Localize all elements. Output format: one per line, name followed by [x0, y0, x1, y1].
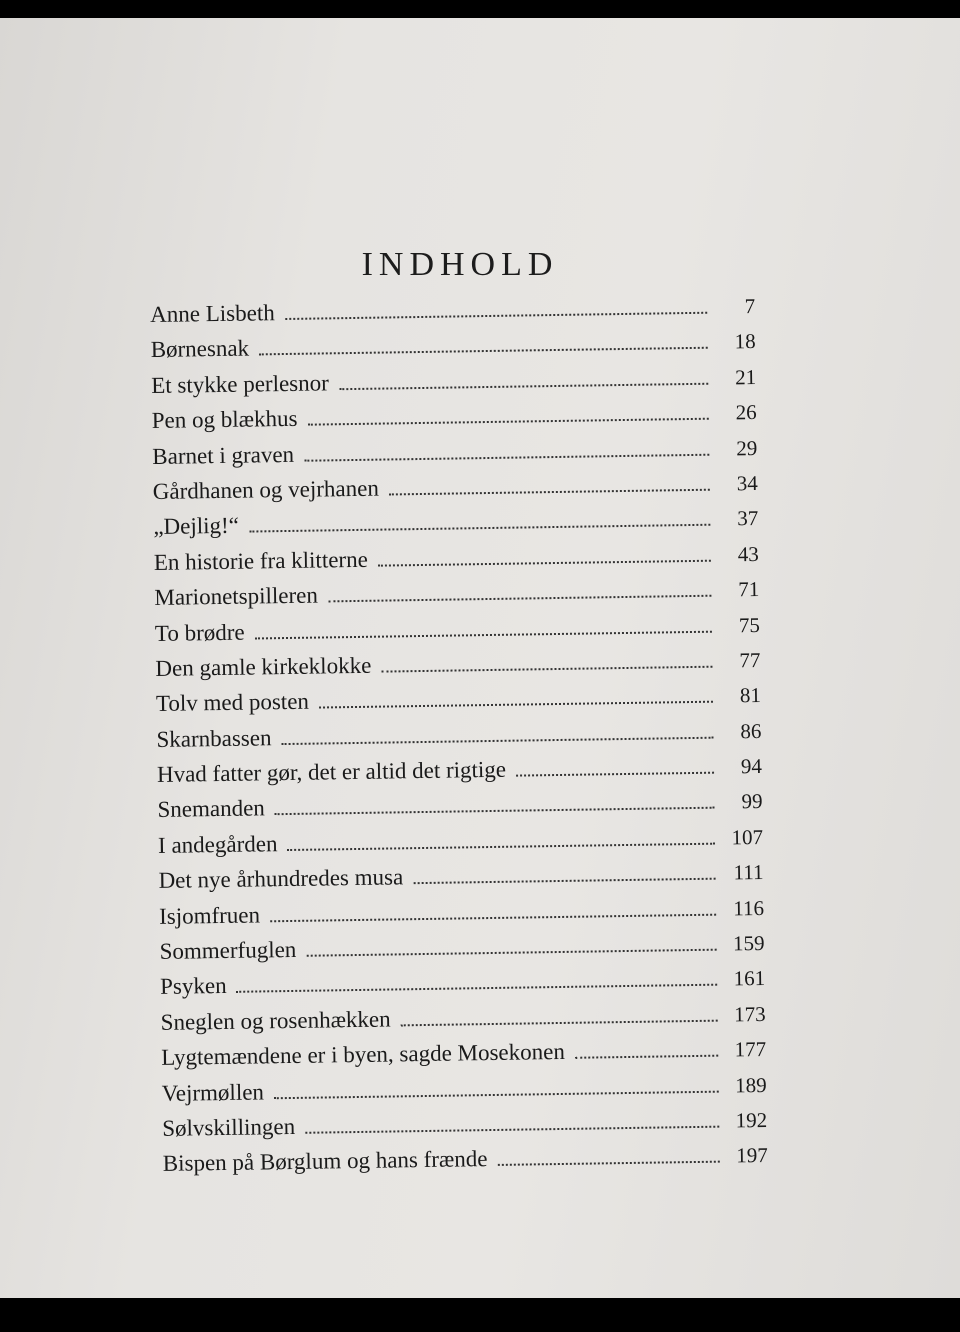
entry-page-number: 77: [739, 647, 761, 673]
dot-leader: [274, 1090, 719, 1099]
dot-leader: [516, 772, 714, 777]
entry-page-number: 26: [735, 400, 757, 425]
entry-page-number: 43: [737, 541, 759, 567]
entry-title: Psyken: [159, 973, 227, 1000]
entry-title: Skarnbassen: [156, 724, 272, 752]
entry-title: Snemanden: [157, 795, 266, 823]
entry-title: Sommerfuglen: [159, 936, 297, 964]
dot-leader: [304, 453, 709, 461]
entry-page-number: 7: [744, 294, 756, 319]
entry-title: Sneglen og rosenhækken: [160, 1006, 391, 1035]
entry-title: Børnesnak: [150, 335, 250, 363]
dot-leader: [288, 843, 716, 851]
entry-title: Barnet i graven: [152, 441, 295, 469]
entry-title: To brødre: [154, 619, 245, 646]
dot-leader: [255, 630, 712, 639]
entry-page-number: 177: [734, 1037, 767, 1062]
entry-page-number: 192: [735, 1107, 768, 1133]
entry-page-number: 107: [731, 824, 764, 850]
dot-leader: [308, 418, 709, 426]
entry-page-number: 86: [740, 718, 762, 743]
entry-page-number: 18: [734, 329, 756, 354]
entry-title: „Dejlig!“: [153, 513, 240, 540]
dot-leader: [328, 595, 711, 603]
entry-page-number: 99: [741, 789, 763, 814]
entry-title: Bispen på Børglum og hans frænde: [162, 1146, 488, 1177]
dot-leader: [249, 524, 710, 533]
entry-title: Gårdhanen og vejrhanen: [152, 475, 380, 504]
dot-leader: [306, 949, 716, 957]
entry-page-number: 116: [733, 895, 765, 921]
dot-leader: [389, 489, 710, 496]
toc-entry: [163, 1142, 768, 1186]
entry-page-number: 37: [737, 506, 759, 531]
entry-title: Det nye århundredes musa: [158, 864, 404, 894]
entry-page-number: 173: [733, 1001, 766, 1027]
table-of-contents: [150, 293, 768, 1187]
dot-leader: [275, 807, 715, 816]
book-page: [0, 18, 960, 1298]
entry-title: Pen og blækhus: [151, 405, 298, 434]
dot-leader: [270, 913, 716, 922]
dot-leader: [381, 666, 712, 673]
entry-page-number: 75: [738, 612, 761, 637]
dot-leader: [319, 701, 713, 709]
entry-title: Isjomfruen: [158, 902, 261, 929]
dot-leader: [498, 1161, 720, 1166]
entry-title: Anne Lisbeth: [150, 300, 275, 327]
entry-title: Tolv med posten: [155, 688, 310, 717]
entry-title: Sølvskillingen: [162, 1113, 296, 1141]
entry-title: Den gamle kirkeklokke: [155, 652, 372, 681]
entry-title: Et stykke perlesnor: [151, 370, 329, 398]
dot-leader: [575, 1055, 718, 1059]
dot-leader: [237, 984, 718, 993]
entry-title: I andegården: [157, 831, 278, 858]
dot-leader: [282, 736, 714, 744]
entry-title: Lygtemændene er i byen, sagde Mosekonen: [161, 1039, 566, 1071]
dot-leader: [285, 312, 707, 320]
entry-page-number: 189: [735, 1072, 767, 1097]
entry-page-number: 111: [733, 860, 764, 885]
entry-page-number: 81: [739, 683, 762, 708]
dot-leader: [305, 1126, 719, 1134]
entry-title: En historie fra klitterne: [153, 546, 368, 575]
entry-page-number: 34: [736, 470, 758, 496]
entry-title: Vejrmøllen: [161, 1078, 265, 1106]
page-title: INDHOLD: [361, 246, 559, 283]
dot-leader: [339, 383, 708, 390]
entry-page-number: 161: [733, 966, 766, 991]
dot-leader: [378, 559, 711, 566]
dot-leader: [401, 1019, 718, 1026]
entry-title: Marionetspilleren: [154, 582, 319, 611]
entry-page-number: 197: [736, 1143, 768, 1168]
entry-page-number: 71: [738, 577, 760, 602]
dot-leader: [259, 347, 708, 356]
entry-page-number: 94: [740, 754, 763, 779]
entry-page-number: 159: [732, 930, 765, 956]
entry-page-number: 21: [735, 364, 757, 390]
entry-page-number: 29: [736, 435, 758, 460]
entry-title: Hvad fatter gør, det er altid det rigtige: [156, 756, 507, 788]
dot-leader: [413, 878, 715, 884]
